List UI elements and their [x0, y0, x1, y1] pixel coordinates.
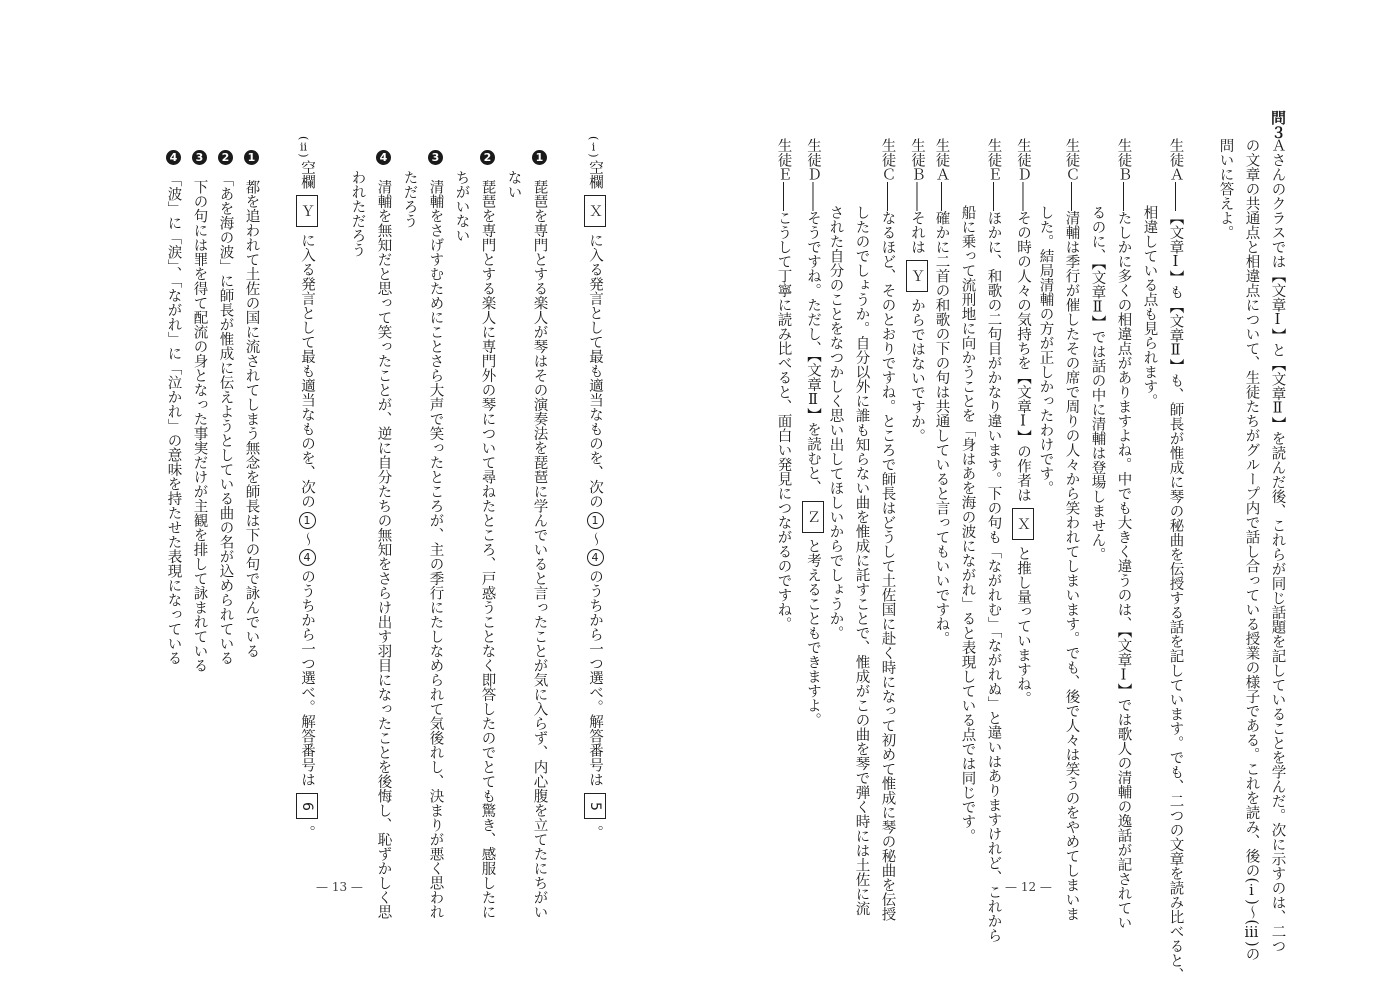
- dialogue-text: それは: [909, 211, 925, 255]
- page-number: — 13 —: [316, 880, 363, 894]
- range-start-number: 1: [299, 512, 316, 529]
- range-separator: ～: [587, 532, 603, 547]
- dialogue-b1-cont: るのに、【文章Ⅱ】では話の中に清輔は登場しません。: [1090, 205, 1105, 562]
- option-i-4-cont: われただろう: [350, 170, 365, 257]
- prompt-text: に入る発言として最も適当なものを、次の: [587, 233, 603, 509]
- speaker: 生徒Ｄ: [1015, 138, 1031, 182]
- dialogue-text: ほかに、和歌の二句目がかなり違います。下の句も「ながれむ」「ながれぬ」と違いはありますけれど、これから: [986, 211, 1002, 943]
- dialogue-text: と推し量っていますね。: [1015, 546, 1031, 706]
- dialogue-e2: 生徒Ｅ――こうして丁寧に読み比べると、面白い発見につながるのですね。: [776, 138, 791, 631]
- dialogue-text: こうして丁寧に読み比べると、面白い発見につながるのですね。: [776, 211, 792, 632]
- option-i-2-cont: ちがいない: [454, 170, 469, 243]
- option-number: 3: [192, 150, 207, 165]
- dialogue-b1: 生徒Ｂ――たしかに多くの相違点がありますよね。中でも大きく違うのは、【文章Ⅰ】では歌人の清輔の逸話が記されてい: [1116, 138, 1131, 930]
- dialogue-c1-cont: した。結局清輔の方が正しかったわけです。: [1038, 205, 1053, 495]
- dialogue-text: そうですね。ただし、【文章Ⅱ】を読むと、: [805, 211, 821, 495]
- dialogue-c2-cont-1: したのでしょうか。自分以外に誰も知らない曲を惟成に託すことで、惟成がこの曲を琴で弾く時には土佐に流: [854, 205, 869, 916]
- option-text: 清輔をさげすむためにことさら大声で笑ったところが、主の季行にたしなめられて気後れし、決まりが悪く思われ: [428, 180, 444, 920]
- option-i-1[interactable]: [532, 150, 547, 919]
- range-end-number: 4: [299, 549, 316, 566]
- prompt-text: 。: [299, 825, 315, 840]
- dialogue-c1: 生徒Ｃ――清輔は季行が催したその席で周りの人々から笑われてしまいます。でも、後で人々は笑うのをやめてしまいま: [1064, 138, 1079, 921]
- option-i-2[interactable]: [480, 150, 495, 919]
- option-ii-1[interactable]: [244, 150, 259, 658]
- blank-box-y: Ｙ: [906, 260, 928, 292]
- option-text: 都を追われて土佐の国に流されてしまう無念を師長は下の句で詠んでいる: [244, 180, 260, 659]
- sub-question-ii-label: (ⅱ): [298, 136, 309, 158]
- dialogue-e1-cont: 船に乗って流刑地に向かうことを「身はあを海の波にながれ」ると表現している点では同じです。: [960, 205, 975, 843]
- speaker: 生徒Ｃ: [1064, 138, 1080, 182]
- speaker: 生徒Ａ: [1168, 138, 1184, 182]
- dialogue-c2-cont-2: された自分のことをなつかしく思い出してほしいからでしょうか。: [828, 205, 843, 640]
- option-number: 2: [480, 150, 495, 165]
- question-label: 問３: [1270, 110, 1285, 140]
- blank-box-z: Ｚ: [802, 501, 824, 533]
- sub-question-ii-prompt: [296, 160, 318, 840]
- option-text: 琵琶を専門とする楽人に専門外の琴について尋ねたところ、戸惑うことなく即答したのでとても驚き、感服したに: [480, 180, 496, 920]
- option-i-1-cont: ない: [506, 170, 521, 199]
- page-number: — 12 —: [1005, 880, 1052, 894]
- dialogue-text: と考えることもできますよ。: [805, 539, 821, 728]
- prompt-text: 空欄: [587, 160, 603, 189]
- option-number: 1: [532, 150, 547, 165]
- option-number: 2: [218, 150, 233, 165]
- speaker: 生徒Ｅ: [986, 138, 1002, 182]
- dialogue-a1-cont: 相違している点も見られます。: [1142, 205, 1157, 408]
- dialogue-text: なるほど、そのとおりですね。ところで師長はどうして土佐国に赴く時になって初めて惟成に琴の秘曲を伝授: [880, 211, 896, 922]
- dialogue-e1: 生徒Ｅ――ほかに、和歌の二句目がかなり違います。下の句も「ながれむ」「ながれぬ」と違いはありますけれど、これから: [986, 138, 1001, 943]
- dialogue-d1: 生徒Ｄ――その時の人々の気持ちを【文章Ⅰ】の作者はＸと推し量っていますね。: [1012, 138, 1034, 706]
- prompt-text: に入る発言として最も適当なものを、次の: [299, 233, 315, 509]
- prompt-text: のうちから一つ選べ。解答番号は: [587, 569, 603, 787]
- speaker: 生徒Ｄ: [805, 138, 821, 182]
- answer-number-box: 5: [584, 793, 606, 820]
- dialogue-c2: 生徒Ｃ――なるほど、そのとおりですね。ところで師長はどうして土佐国に赴く時になって初めて惟成に琴の秘曲を伝授: [880, 138, 895, 921]
- dialogue-text: 【文章Ⅰ】も【文章Ⅱ】も、師長が惟成に琴の秘曲を伝授する話を記しています。でも、二つの文章を読み比べると、: [1168, 211, 1184, 982]
- option-number: 4: [166, 150, 181, 165]
- prompt-text: のうちから一つ選べ。解答番号は: [299, 569, 315, 787]
- intro-line-1: Ａさんのクラスでは【文章Ⅰ】と【文章Ⅱ】を読んだ後、これらが同じ話題を記していることを学んだ。次に示すのは、二つ: [1270, 138, 1285, 953]
- answer-number-box: 6: [296, 793, 318, 820]
- option-text: 清輔を無知だと思って笑ったことが、逆に自分たちの無知をさらけ出す羽目になったことを後悔し、恥ずかしく思: [376, 180, 392, 920]
- option-ii-2[interactable]: [218, 150, 233, 665]
- prompt-text: 空欄: [299, 160, 315, 189]
- sub-question-i-label: (ⅰ): [588, 136, 599, 158]
- range-end-number: 4: [587, 549, 604, 566]
- intro-line-2: の文章の共通点と相違点について、生徒たちがグループ内で話し合っている授業の様子である。これを読み、後の(ⅰ)～(ⅲ)の: [1244, 138, 1259, 961]
- option-i-3[interactable]: [428, 150, 443, 919]
- option-ii-3[interactable]: [192, 150, 207, 673]
- blank-box-x: Ｘ: [584, 195, 606, 227]
- dialogue-d2: 生徒Ｄ――そうですね。ただし、【文章Ⅱ】を読むと、Ｚと考えることもできますよ。: [802, 138, 824, 727]
- option-text: 「あを海の波」に師長が惟成に伝えようとしている曲の名が込められている: [218, 180, 234, 666]
- dialogue-text: その時の人々の気持ちを【文章Ⅰ】の作者は: [1015, 211, 1031, 503]
- dialogue-a1: 生徒Ａ――【文章Ⅰ】も【文章Ⅱ】も、師長が惟成に琴の秘曲を伝授する話を記しています。でも、二つの文章を読み比べると、: [1168, 138, 1183, 982]
- sub-question-i-prompt: [584, 160, 606, 840]
- speaker: 生徒Ｂ: [1116, 138, 1132, 182]
- intro-line-3: 問いに答えよ。: [1218, 138, 1233, 240]
- dialogue-a2: 生徒Ａ――確かに二首の和歌の下の句は共通していると言ってもいいですね。: [934, 138, 949, 646]
- option-i-4[interactable]: [376, 150, 391, 919]
- option-number: 3: [428, 150, 443, 165]
- option-text: 琵琶を専門とする楽人が琴はその演奏法を琵琶に学んでいると言ったことが気に入らず、内心腹を立てたにちがい: [532, 180, 548, 920]
- option-text: 下の句には罪を得て配流の身となった事実だけが主観を排して詠まれている: [192, 180, 208, 673]
- option-i-3-cont: ただろう: [402, 170, 417, 228]
- option-number: 4: [376, 150, 391, 165]
- dialogue-text: たしかに多くの相違点がありますよね。中でも大きく違うのは、【文章Ⅰ】では歌人の清輔の逸話が記されてい: [1116, 211, 1132, 930]
- speaker: 生徒Ｃ: [880, 138, 896, 182]
- dialogue-b2: 生徒Ｂ――それはＹからではないですか。: [906, 138, 928, 443]
- dialogue-text: からではないですか。: [909, 298, 925, 443]
- dialogue-text: 清輔は季行が催したその席で周りの人々から笑われてしまいます。でも、後で人々は笑うのをやめてしまいま: [1064, 211, 1080, 922]
- right-page: [700, 0, 1374, 972]
- speaker: 生徒Ｅ: [776, 138, 792, 182]
- range-separator: ～: [299, 532, 315, 547]
- prompt-text: 。: [587, 825, 603, 840]
- option-number: 1: [244, 150, 259, 165]
- speaker: 生徒Ａ: [934, 138, 950, 182]
- option-text: 「波」に「涙」、「ながれ」に「泣かれ」の意味を持たせた表現になっている: [166, 180, 182, 666]
- dialogue-text: 確かに二首の和歌の下の句は共通していると言ってもいいですね。: [934, 211, 950, 646]
- blank-box-y: Ｙ: [296, 195, 318, 227]
- blank-box-x: Ｘ: [1012, 508, 1034, 540]
- speaker: 生徒Ｂ: [909, 138, 925, 182]
- range-start-number: 1: [587, 512, 604, 529]
- option-ii-4[interactable]: [166, 150, 181, 665]
